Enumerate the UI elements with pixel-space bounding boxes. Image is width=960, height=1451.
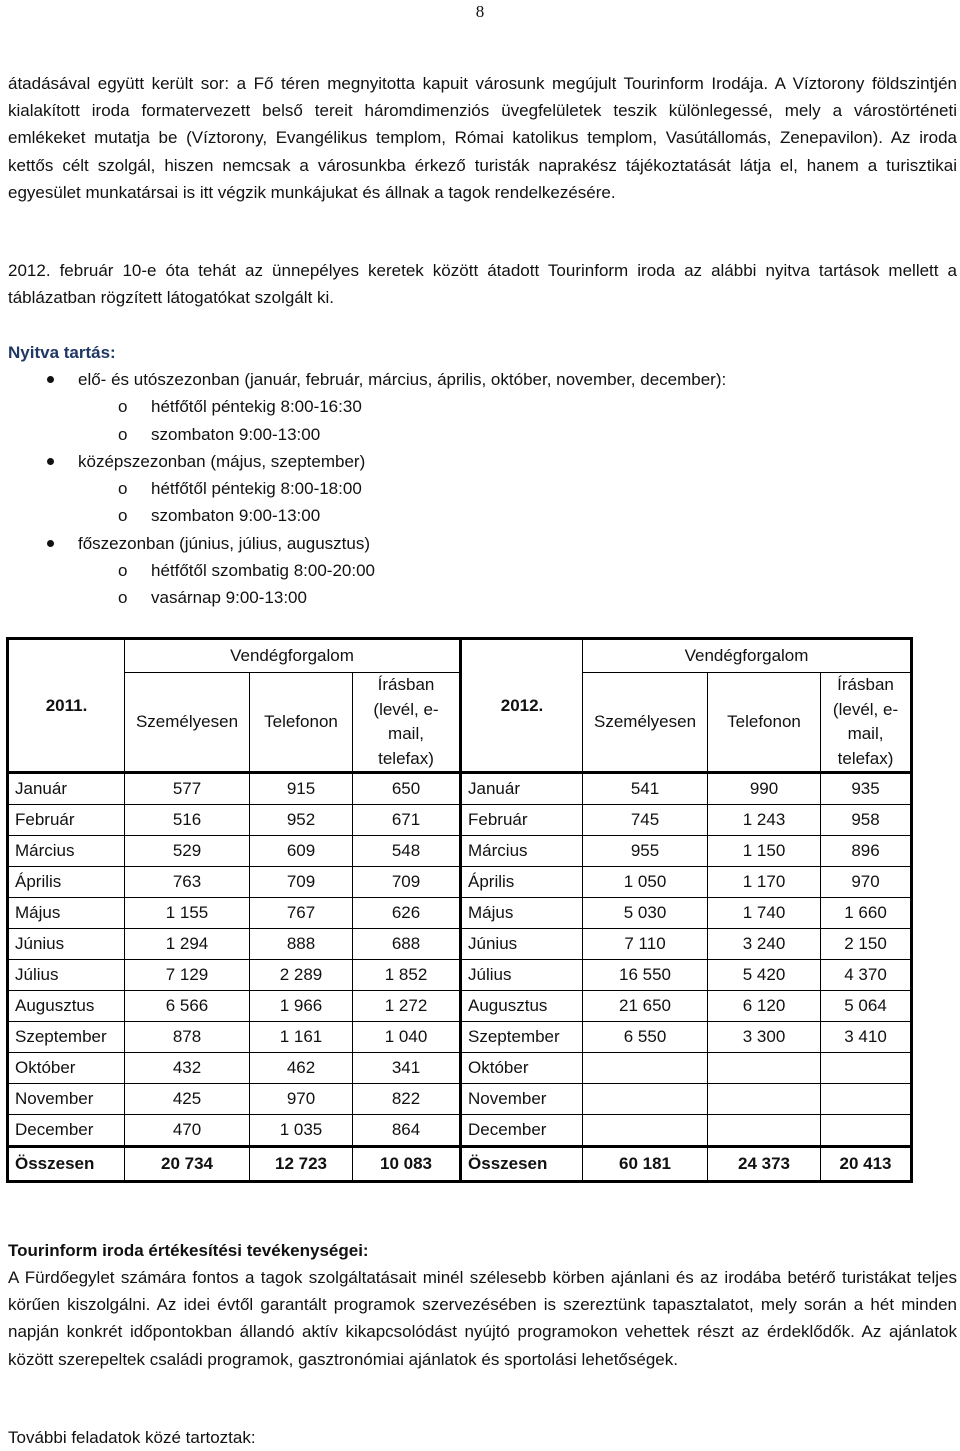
- written-cell-2012: [821, 1115, 912, 1147]
- year-2011-header: 2011.: [8, 639, 125, 773]
- total-cell-2012: 20 413: [821, 1147, 912, 1182]
- table-row: [8, 805, 912, 836]
- phone-cell-2011: 952: [250, 805, 353, 836]
- season-label: elő- és utószezonban (január, február, március, április, október, november, december):: [78, 370, 727, 389]
- personal-cell-2011: 763: [125, 867, 250, 898]
- written-cell-2012: 958: [821, 805, 912, 836]
- written-cell-2012: [821, 1053, 912, 1084]
- total-label-2012: Összesen: [461, 1147, 583, 1182]
- written-cell-2011: 626: [353, 898, 461, 929]
- hours-entry: o szombaton 9:00-13:00: [78, 502, 726, 529]
- personal-cell-2012: [583, 1115, 708, 1147]
- written-cell-2011: 688: [353, 929, 461, 960]
- phone-cell-2012: 6 120: [708, 991, 821, 1022]
- phone-cell-2012: 1 170: [708, 867, 821, 898]
- phone-cell-2012: 1 150: [708, 836, 821, 867]
- opening-hours-heading: Nyitva tartás:: [8, 343, 116, 362]
- total-cell-2011: 12 723: [250, 1147, 353, 1182]
- total-cell-2011: 20 734: [125, 1147, 250, 1182]
- page-number: 8: [475, 2, 485, 21]
- phone-cell-2011: 1 966: [250, 991, 353, 1022]
- year-2012-header: 2012.: [461, 639, 583, 773]
- written-cell-2011: 548: [353, 836, 461, 867]
- phone-cell-2011: 1 035: [250, 1115, 353, 1147]
- personal-cell-2012: 541: [583, 773, 708, 805]
- month-cell-2012: Március: [461, 836, 583, 867]
- month-cell-2012: Szeptember: [461, 1022, 583, 1053]
- personal-cell-2011: 432: [125, 1053, 250, 1084]
- personal-cell-2012: 7 110: [583, 929, 708, 960]
- personal-cell-2011: 7 129: [125, 960, 250, 991]
- hours-entry: o szombaton 9:00-13:00: [78, 421, 726, 448]
- personal-cell-2011: 529: [125, 836, 250, 867]
- personal-cell-2012: 16 550: [583, 960, 708, 991]
- phone-cell-2011: 767: [250, 898, 353, 929]
- written-cell-2012: 3 410: [821, 1022, 912, 1053]
- personal-cell-2012: [583, 1053, 708, 1084]
- total-cell-2012: 24 373: [708, 1147, 821, 1182]
- written-cell-2011: 1 852: [353, 960, 461, 991]
- month-cell-2012: Április: [461, 867, 583, 898]
- personal-cell-2011: 6 566: [125, 991, 250, 1022]
- written-cell-2011: 864: [353, 1115, 461, 1147]
- personal-cell-2011: 577: [125, 773, 250, 805]
- written-cell-2012: 2 150: [821, 929, 912, 960]
- table-row: [8, 991, 912, 1022]
- written-cell-2012: 935: [821, 773, 912, 805]
- month-cell-2012: Január: [461, 773, 583, 805]
- written-cell-2012: 4 370: [821, 960, 912, 991]
- month-cell-2012: Augusztus: [461, 991, 583, 1022]
- hours-entry: o hétfőtől péntekig 8:00-16:30: [78, 393, 726, 420]
- opening-paragraph: 2012. február 10-e óta tehát az ünnepélyes keretek között átadott Tourinform iroda az alábbi nyitva tartások mellett a táblázatban rögzített látogatókat szolgált ki.: [8, 261, 957, 308]
- written-cell-2012: 970: [821, 867, 912, 898]
- intro-paragraph: átadásával együtt került sor: a Fő téren megnyitotta kapuit városunk megújult Tourinform Irodája. A Víztorony földszintjén kialakított iroda formatervezett belső tereit háromdimenziós üvegfelületek teszik különlegessé, mely a várostörténeti emlékeket mutatja be (Víztorony, Evangélikus templom, Római katolikus templom, Vasútállomás, Zenepavilon). Az iroda kettős célt szolgál, hiszen nemcsak a városunkba érkező turisták naprakész tájékoztatását látja el, hanem a turisztikai egyesület munkatársai is itt végzik munkájukat és állnak a tagok rendelkezésére.: [8, 74, 957, 202]
- month-cell-2012: Június: [461, 929, 583, 960]
- sales-paragraph: A Fürdőegylet számára fontos a tagok szolgáltatásait minél szélesebb körben ajánlani és az irodába betérő turistákat teljes körűen kiszolgálni. Az idei évtől garantált programok szervezésében is szereztünk tapasztalatot, mely során a hét minden napján konkrét időpontokban állandó aktív kikapcsolódást nyújtó programokon vehettek részt az érdeklődők. Az ajánlatok között szerepeltek családi programok, gasztronómiai ajánlatok és sportolási lehetőségek.: [8, 1268, 957, 1369]
- phone-cell-2011: 888: [250, 929, 353, 960]
- personal-cell-2012: 6 550: [583, 1022, 708, 1053]
- phone-cell-2012: 3 240: [708, 929, 821, 960]
- written-cell-2011: 650: [353, 773, 461, 805]
- phone-cell-2011: 915: [250, 773, 353, 805]
- written-cell-2011: 1 040: [353, 1022, 461, 1053]
- month-cell-2011: Január: [8, 773, 125, 805]
- hours-entry: o vasárnap 9:00-13:00: [78, 584, 726, 611]
- col-personal-2012: Személyesen: [583, 673, 708, 773]
- month-cell-2011: Február: [8, 805, 125, 836]
- col-written-2011: Írásban (levél, e-mail, telefax): [353, 673, 461, 773]
- month-cell-2011: Augusztus: [8, 991, 125, 1022]
- table-row: [8, 1115, 912, 1147]
- phone-cell-2012: [708, 1084, 821, 1115]
- month-cell-2011: Április: [8, 867, 125, 898]
- col-phone-2011: Telefonon: [250, 673, 353, 773]
- personal-cell-2011: 1 155: [125, 898, 250, 929]
- total-cell-2012: 60 181: [583, 1147, 708, 1182]
- personal-cell-2012: [583, 1084, 708, 1115]
- month-cell-2011: Október: [8, 1053, 125, 1084]
- month-cell-2011: Március: [8, 836, 125, 867]
- phone-cell-2011: 709: [250, 867, 353, 898]
- table-row: [8, 929, 912, 960]
- personal-cell-2011: 878: [125, 1022, 250, 1053]
- month-cell-2011: December: [8, 1115, 125, 1147]
- personal-cell-2011: 516: [125, 805, 250, 836]
- month-cell-2011: November: [8, 1084, 125, 1115]
- phone-cell-2012: [708, 1115, 821, 1147]
- month-cell-2011: Szeptember: [8, 1022, 125, 1053]
- phone-cell-2011: 609: [250, 836, 353, 867]
- personal-cell-2012: 745: [583, 805, 708, 836]
- personal-cell-2011: 425: [125, 1084, 250, 1115]
- col-phone-2012: Telefonon: [708, 673, 821, 773]
- phone-cell-2012: 1 243: [708, 805, 821, 836]
- sales-heading: Tourinform iroda értékesítési tevékenységei:: [8, 1241, 369, 1260]
- month-cell-2012: Május: [461, 898, 583, 929]
- month-cell-2011: Július: [8, 960, 125, 991]
- written-cell-2011: 671: [353, 805, 461, 836]
- month-cell-2011: Május: [8, 898, 125, 929]
- col-personal-2011: Személyesen: [125, 673, 250, 773]
- personal-cell-2012: 5 030: [583, 898, 708, 929]
- table-row: [8, 960, 912, 991]
- written-cell-2011: 822: [353, 1084, 461, 1115]
- guest-traffic-header-2012: Vendégforgalom: [583, 639, 912, 673]
- personal-cell-2012: 955: [583, 836, 708, 867]
- month-cell-2012: Július: [461, 960, 583, 991]
- month-cell-2012: December: [461, 1115, 583, 1147]
- visitor-statistics-table: [6, 637, 913, 1183]
- phone-cell-2011: 2 289: [250, 960, 353, 991]
- season-item: [0, 530, 726, 612]
- table-row: [8, 867, 912, 898]
- written-cell-2012: 5 064: [821, 991, 912, 1022]
- table-row: [8, 1022, 912, 1053]
- month-cell-2012: November: [461, 1084, 583, 1115]
- phone-cell-2012: [708, 1053, 821, 1084]
- hours-entry: o hétfőtől szombatig 8:00-20:00: [78, 557, 726, 584]
- written-cell-2011: 1 272: [353, 991, 461, 1022]
- written-cell-2012: 896: [821, 836, 912, 867]
- phone-cell-2011: 1 161: [250, 1022, 353, 1053]
- table-row: [8, 773, 912, 805]
- season-item: [0, 366, 726, 448]
- table-row: [8, 836, 912, 867]
- personal-cell-2011: 1 294: [125, 929, 250, 960]
- month-cell-2012: Február: [461, 805, 583, 836]
- phone-cell-2012: 5 420: [708, 960, 821, 991]
- phone-cell-2011: 462: [250, 1053, 353, 1084]
- table-row: [8, 1084, 912, 1115]
- month-cell-2011: Június: [8, 929, 125, 960]
- hours-entry: o hétfőtől péntekig 8:00-18:00: [78, 475, 726, 502]
- guest-traffic-header-2011: Vendégforgalom: [125, 639, 461, 673]
- season-item: [0, 448, 726, 530]
- month-cell-2012: Október: [461, 1053, 583, 1084]
- opening-hours-list: [0, 366, 726, 612]
- written-cell-2011: 709: [353, 867, 461, 898]
- season-label: főszezonban (június, július, augusztus): [78, 533, 370, 553]
- col-written-2012: Írásban (levél, e-mail, telefax): [821, 673, 912, 773]
- phone-cell-2011: 970: [250, 1084, 353, 1115]
- total-cell-2011: 10 083: [353, 1147, 461, 1182]
- table-row: [8, 898, 912, 929]
- personal-cell-2011: 470: [125, 1115, 250, 1147]
- written-cell-2011: 341: [353, 1053, 461, 1084]
- phone-cell-2012: 1 740: [708, 898, 821, 929]
- season-label: középszezonban (május, szeptember): [78, 451, 366, 471]
- personal-cell-2012: 1 050: [583, 867, 708, 898]
- table-row: [8, 1053, 912, 1084]
- further-tasks-line: További feladatok közé tartoztak:: [8, 1428, 256, 1447]
- written-cell-2012: 1 660: [821, 898, 912, 929]
- total-label-2011: Összesen: [8, 1147, 125, 1182]
- phone-cell-2012: 3 300: [708, 1022, 821, 1053]
- phone-cell-2012: 990: [708, 773, 821, 805]
- written-cell-2012: [821, 1084, 912, 1115]
- personal-cell-2012: 21 650: [583, 991, 708, 1022]
- total-row: [8, 1147, 912, 1182]
